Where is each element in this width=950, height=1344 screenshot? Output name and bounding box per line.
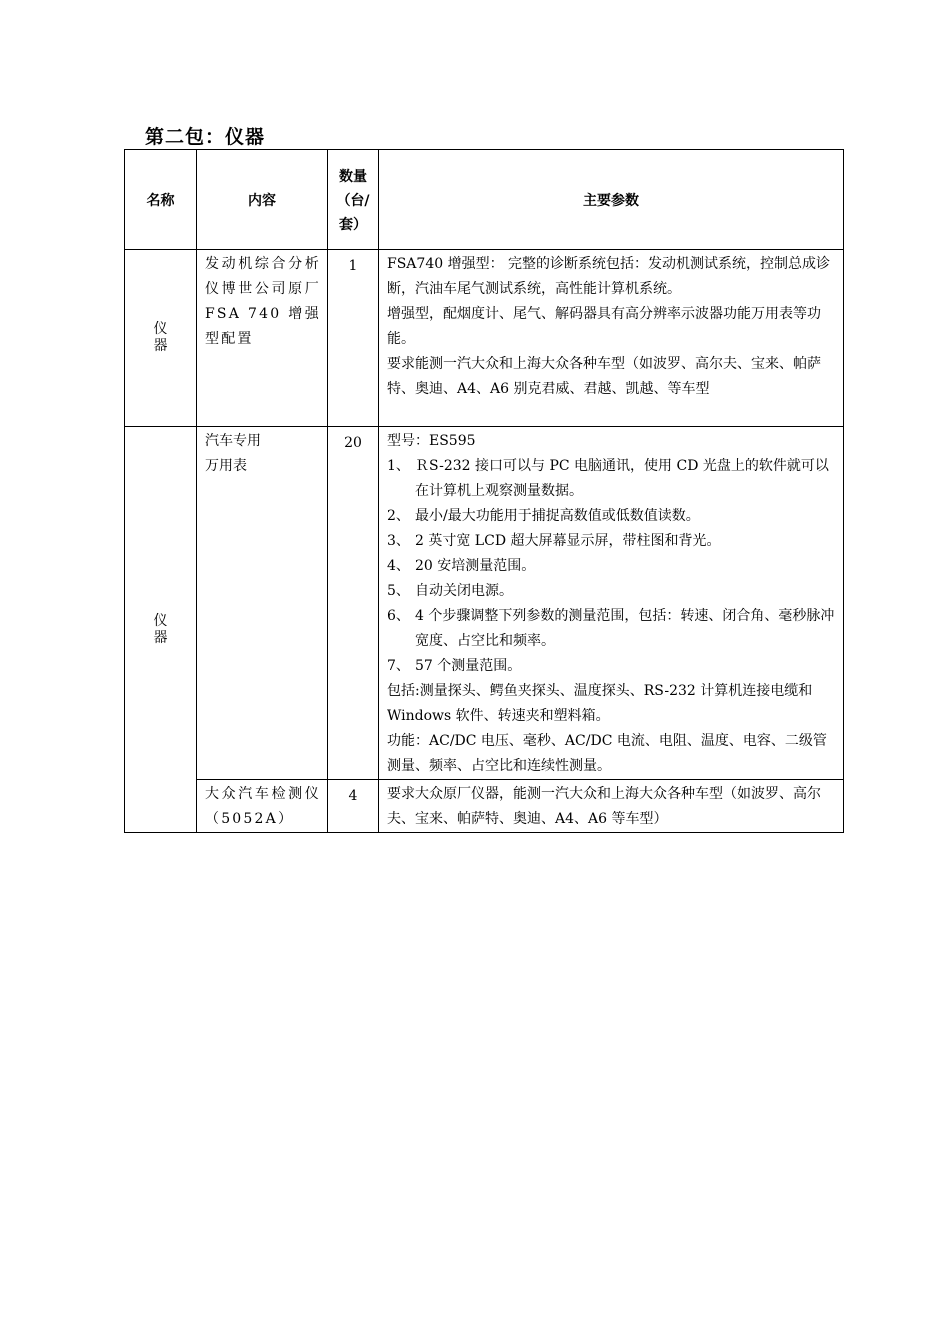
list-text: 最小/最大功能用于捕捉高数值或低数值读数。 <box>415 508 700 524</box>
content-line: 万用表 <box>205 458 247 474</box>
list-num: 3、 <box>387 533 410 549</box>
param-functions: 功能：AC/DC 电压、毫秒、AC/DC 电流、电阻、温度、电容、二级管测量、频率、占空比和连续性测量。 <box>387 733 827 774</box>
param-model: 型号：ES595 <box>387 433 476 449</box>
param-paragraph: FSA740 增强型： 完整的诊断系统包括：发动机测试系统，控制总成诊断，汽油车尾气测试系统，高性能计算机系统。 <box>387 256 831 297</box>
row-content <box>197 427 328 780</box>
param-includes: 包括:测量探头、鳄鱼夹探头、温度探头、RS-232 计算机连接电缆和 Windows 软件、转速夹和塑料箱。 <box>387 683 813 724</box>
table-header-row <box>125 150 844 250</box>
list-item <box>387 504 837 529</box>
header-qty: 数量（台/套） <box>328 150 379 250</box>
list-item <box>387 579 837 604</box>
list-text: 4 个步骤调整下列参数的测量范围，包括：转速、闭合角、毫秒脉冲宽度、占空比和频率。 <box>415 608 835 649</box>
list-text: 20 安培测量范围。 <box>415 558 536 574</box>
param-paragraph: 增强型，配烟度计、尾气、解码器具有高分辨率示波器功能万用表等功能。 <box>387 306 821 347</box>
header-name: 名称 <box>125 150 197 250</box>
list-num: 4、 <box>387 558 410 574</box>
row-params: 要求大众原厂仪器，能测一汽大众和上海大众各种车型（如波罗、高尔夫、宝来、帕萨特、奥迪、A4、A6 等车型） <box>379 780 844 833</box>
list-text: ＲS-232 接口可以与 PC 电脑通讯，使用 CD 光盘上的软件就可以在计算机上观察测量数据。 <box>415 458 829 499</box>
row-qty: 1 <box>328 250 379 427</box>
list-num: 1、 <box>387 458 410 474</box>
table-row <box>125 780 844 833</box>
list-num: 7、 <box>387 658 410 674</box>
list-num: 5、 <box>387 583 410 599</box>
row-content: 大众汽车检测仪（5052A） <box>197 780 328 833</box>
content-line: 汽车专用 <box>205 433 261 449</box>
row-params <box>379 250 844 427</box>
list-item <box>387 654 837 679</box>
list-num: 6、 <box>387 608 410 624</box>
list-item <box>387 554 837 579</box>
list-num: 2、 <box>387 508 410 524</box>
list-item <box>387 529 837 554</box>
header-params: 主要参数 <box>379 150 844 250</box>
row-qty: 20 <box>328 427 379 780</box>
row-name: 仪器 <box>153 321 168 354</box>
row-name-cell <box>125 427 197 833</box>
header-content: 内容 <box>197 150 328 250</box>
row-qty: 4 <box>328 780 379 833</box>
row-params <box>379 427 844 780</box>
table-row <box>125 427 844 780</box>
section-title: 第二包：仪器 <box>145 126 266 148</box>
row-name: 仪器 <box>153 612 168 646</box>
param-paragraph: 要求能测一汽大众和上海大众各种车型（如波罗、高尔夫、宝来、帕萨特、奥迪、A4、A6 别克君威、君越、凯越、等车型 <box>387 356 821 397</box>
list-item <box>387 604 837 654</box>
list-text: 2 英寸宽 LCD 超大屏幕显示屏，带柱图和背光。 <box>415 533 721 549</box>
list-text: 57 个测量范围。 <box>415 658 522 674</box>
list-item <box>387 454 837 504</box>
list-text: 自动关闭电源。 <box>415 583 513 599</box>
table-row <box>125 250 844 427</box>
row-name-cell <box>125 250 197 427</box>
row-content: 发动机综合分析仪博世公司原厂 FSA 740 增强型配置 <box>197 250 328 427</box>
instrument-table <box>124 149 844 833</box>
